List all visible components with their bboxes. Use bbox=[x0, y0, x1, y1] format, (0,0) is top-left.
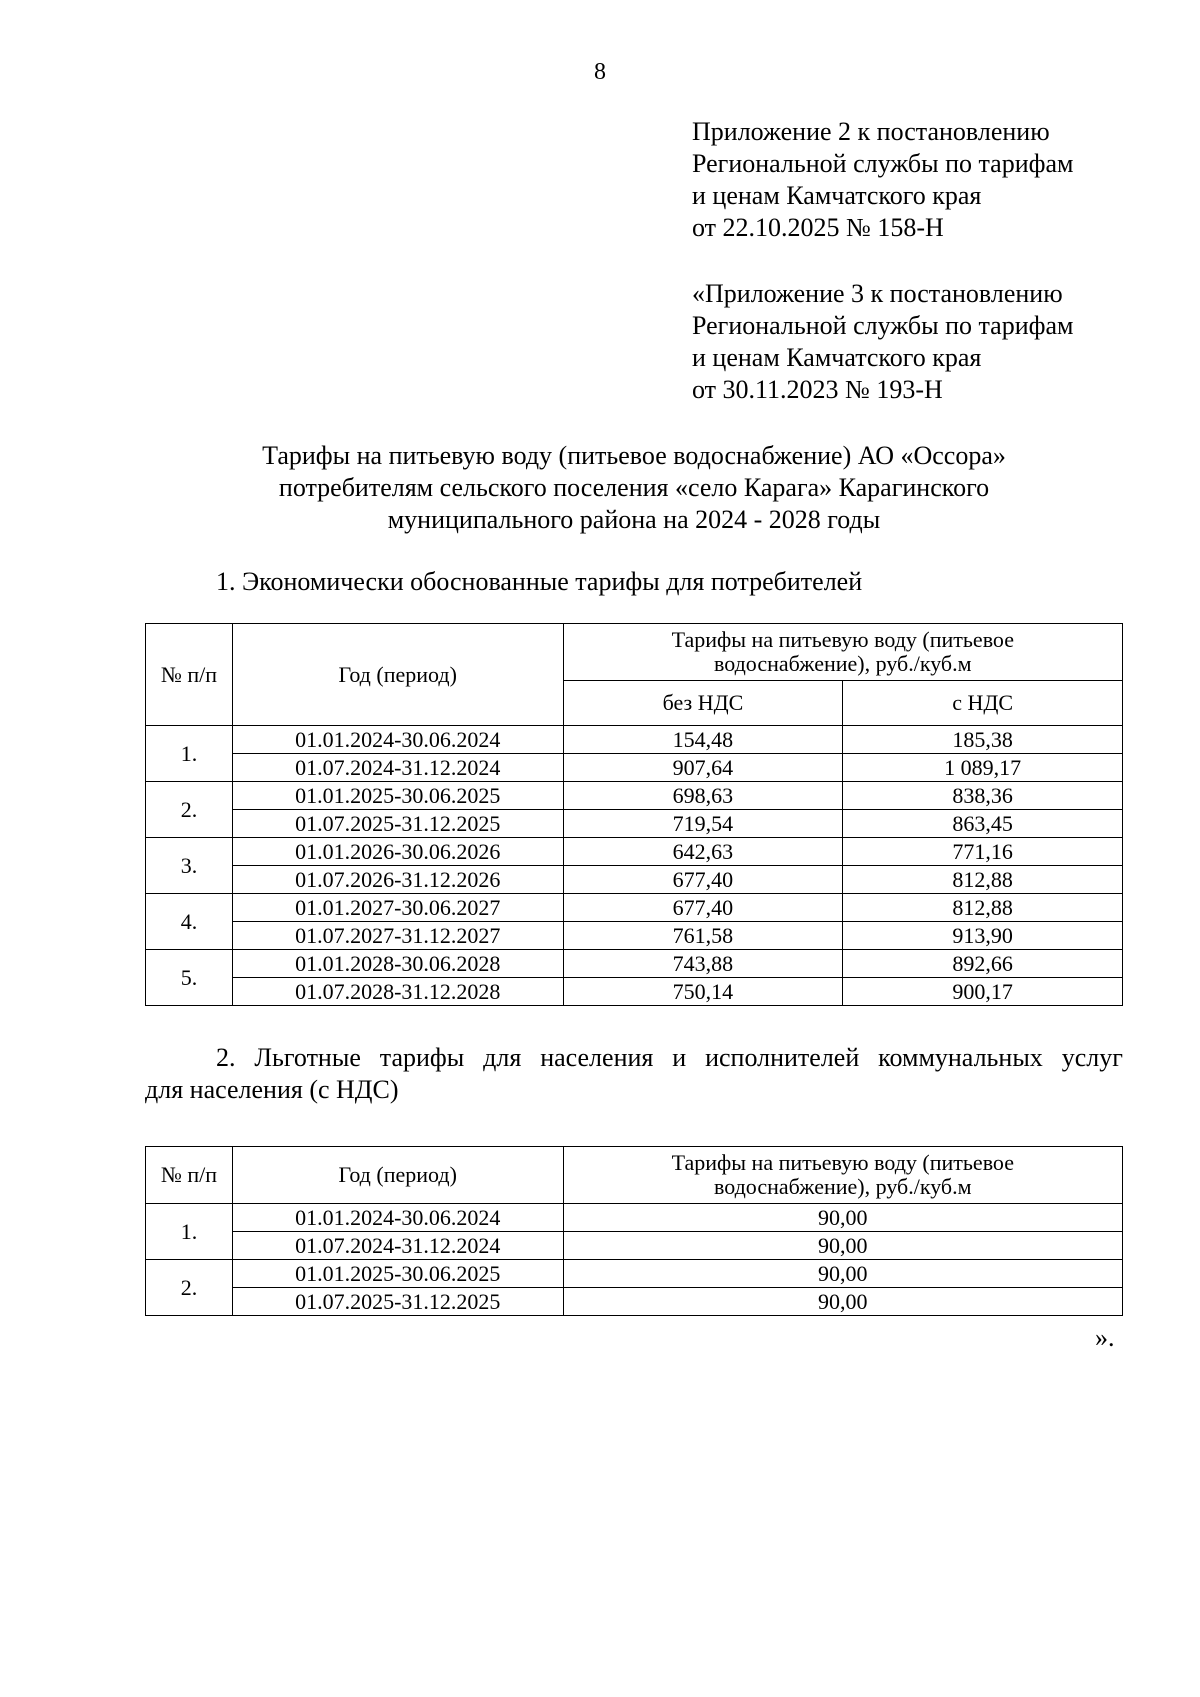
heading-word: для bbox=[483, 1043, 522, 1072]
heading-word: 2. bbox=[216, 1043, 236, 1072]
row-period: 01.07.2026-31.12.2026 bbox=[232, 866, 563, 894]
heading-word: Льготные bbox=[254, 1043, 361, 1072]
economic-tariffs-table bbox=[145, 623, 1123, 1006]
row-value: 90,00 bbox=[563, 1288, 1122, 1316]
table-row bbox=[146, 1288, 1123, 1316]
table-row bbox=[146, 866, 1123, 894]
row-period: 01.07.2027-31.12.2027 bbox=[232, 922, 563, 950]
appendix-amended bbox=[692, 278, 1152, 406]
row-without-vat: 743,88 bbox=[563, 950, 843, 978]
table-row bbox=[146, 838, 1123, 866]
row-num: 2. bbox=[146, 1260, 233, 1316]
row-value: 90,00 bbox=[563, 1232, 1122, 1260]
appendix-line: от 22.10.2025 № 158-Н bbox=[692, 213, 944, 242]
appendix-line: от 30.11.2023 № 193-Н bbox=[692, 375, 943, 404]
table-row bbox=[146, 894, 1123, 922]
appendix-line: Приложение 2 к постановлению bbox=[692, 117, 1050, 146]
row-with-vat: 1 089,17 bbox=[843, 754, 1123, 782]
row-period: 01.01.2028-30.06.2028 bbox=[232, 950, 563, 978]
appendix-current bbox=[692, 116, 1152, 244]
header-tariff-line: Тарифы на питьевую воду (питьевое bbox=[671, 627, 1014, 652]
row-with-vat: 771,16 bbox=[843, 838, 1123, 866]
row-num: 5. bbox=[146, 950, 233, 1006]
row-without-vat: 907,64 bbox=[563, 754, 843, 782]
row-num: 2. bbox=[146, 782, 233, 838]
heading-word: и bbox=[672, 1043, 687, 1072]
heading-word: населения bbox=[540, 1043, 654, 1072]
title-line: Тарифы на питьевую воду (питьевое водоснабжение) АО «Оссора» bbox=[262, 441, 1006, 470]
closing-quote-mark: ». bbox=[1095, 1323, 1115, 1352]
section2-heading bbox=[145, 1042, 1123, 1106]
row-num: 1. bbox=[146, 1204, 233, 1260]
appendix-line: и ценам Камчатского края bbox=[692, 181, 982, 210]
row-num: 1. bbox=[146, 726, 233, 782]
row-period: 01.01.2026-30.06.2026 bbox=[232, 838, 563, 866]
table-row bbox=[146, 754, 1123, 782]
row-without-vat: 698,63 bbox=[563, 782, 843, 810]
row-period: 01.07.2025-31.12.2025 bbox=[232, 810, 563, 838]
row-period: 01.07.2028-31.12.2028 bbox=[232, 978, 563, 1006]
row-with-vat: 812,88 bbox=[843, 866, 1123, 894]
header-tariff-line: Тарифы на питьевую воду (питьевое bbox=[671, 1150, 1014, 1175]
heading-word: услуг bbox=[1061, 1043, 1123, 1072]
table-row bbox=[146, 922, 1123, 950]
table-row bbox=[146, 1260, 1123, 1288]
row-with-vat: 185,38 bbox=[843, 726, 1123, 754]
row-period: 01.07.2025-31.12.2025 bbox=[232, 1288, 563, 1316]
appendix-line: Региональной службы по тарифам bbox=[692, 311, 1074, 340]
page-number: 8 bbox=[594, 59, 606, 85]
row-without-vat: 677,40 bbox=[563, 866, 843, 894]
heading-word: коммунальных bbox=[878, 1043, 1043, 1072]
header-tariff-line: водоснабжение), руб./куб.м bbox=[714, 1174, 972, 1199]
table-row bbox=[146, 1204, 1123, 1232]
row-without-vat: 719,54 bbox=[563, 810, 843, 838]
row-without-vat: 761,58 bbox=[563, 922, 843, 950]
row-without-vat: 677,40 bbox=[563, 894, 843, 922]
row-with-vat: 812,88 bbox=[843, 894, 1123, 922]
section2-heading-line1 bbox=[145, 1042, 1123, 1074]
row-period: 01.07.2024-31.12.2024 bbox=[232, 754, 563, 782]
section1-heading: 1. Экономически обоснованные тарифы для потребителей bbox=[216, 567, 863, 596]
row-period: 01.01.2025-30.06.2025 bbox=[232, 782, 563, 810]
row-period: 01.01.2024-30.06.2024 bbox=[232, 1204, 563, 1232]
table-row bbox=[146, 726, 1123, 754]
table-row bbox=[146, 950, 1123, 978]
preferential-tariffs-table bbox=[145, 1146, 1123, 1316]
header-with-vat: с НДС bbox=[843, 681, 1123, 726]
title-line: потребителям сельского поселения «село Карага» Карагинского bbox=[278, 473, 990, 502]
row-num: 3. bbox=[146, 838, 233, 894]
table-row bbox=[146, 1232, 1123, 1260]
heading-word: исполнителей bbox=[705, 1043, 860, 1072]
row-value: 90,00 bbox=[563, 1260, 1122, 1288]
row-period: 01.01.2024-30.06.2024 bbox=[232, 726, 563, 754]
header-period: Год (период) bbox=[232, 1147, 563, 1204]
appendix-line: Региональной службы по тарифам bbox=[692, 149, 1074, 178]
header-without-vat: без НДС bbox=[563, 681, 843, 726]
header-period: Год (период) bbox=[232, 624, 563, 726]
row-with-vat: 913,90 bbox=[843, 922, 1123, 950]
row-without-vat: 642,63 bbox=[563, 838, 843, 866]
heading-word: тарифы bbox=[379, 1043, 465, 1072]
row-period: 01.01.2027-30.06.2027 bbox=[232, 894, 563, 922]
row-with-vat: 863,45 bbox=[843, 810, 1123, 838]
header-tariff-line: водоснабжение), руб./куб.м bbox=[714, 651, 972, 676]
appendix-line: «Приложение 3 к постановлению bbox=[692, 279, 1063, 308]
row-without-vat: 154,48 bbox=[563, 726, 843, 754]
header-tariff bbox=[563, 624, 1122, 681]
table-row bbox=[146, 782, 1123, 810]
row-period: 01.07.2024-31.12.2024 bbox=[232, 1232, 563, 1260]
table-row bbox=[146, 810, 1123, 838]
row-value: 90,00 bbox=[563, 1204, 1122, 1232]
document-title bbox=[145, 440, 1123, 536]
header-num: № п/п bbox=[146, 624, 233, 726]
row-with-vat: 900,17 bbox=[843, 978, 1123, 1006]
row-num: 4. bbox=[146, 894, 233, 950]
header-tariff bbox=[563, 1147, 1122, 1204]
section2-heading-line2: для населения (с НДС) bbox=[145, 1075, 399, 1104]
row-with-vat: 892,66 bbox=[843, 950, 1123, 978]
appendix-line: и ценам Камчатского края bbox=[692, 343, 982, 372]
row-with-vat: 838,36 bbox=[843, 782, 1123, 810]
table-row bbox=[146, 978, 1123, 1006]
title-line: муниципального района на 2024 - 2028 годы bbox=[387, 505, 881, 534]
row-without-vat: 750,14 bbox=[563, 978, 843, 1006]
row-period: 01.01.2025-30.06.2025 bbox=[232, 1260, 563, 1288]
header-num: № п/п bbox=[146, 1147, 233, 1204]
